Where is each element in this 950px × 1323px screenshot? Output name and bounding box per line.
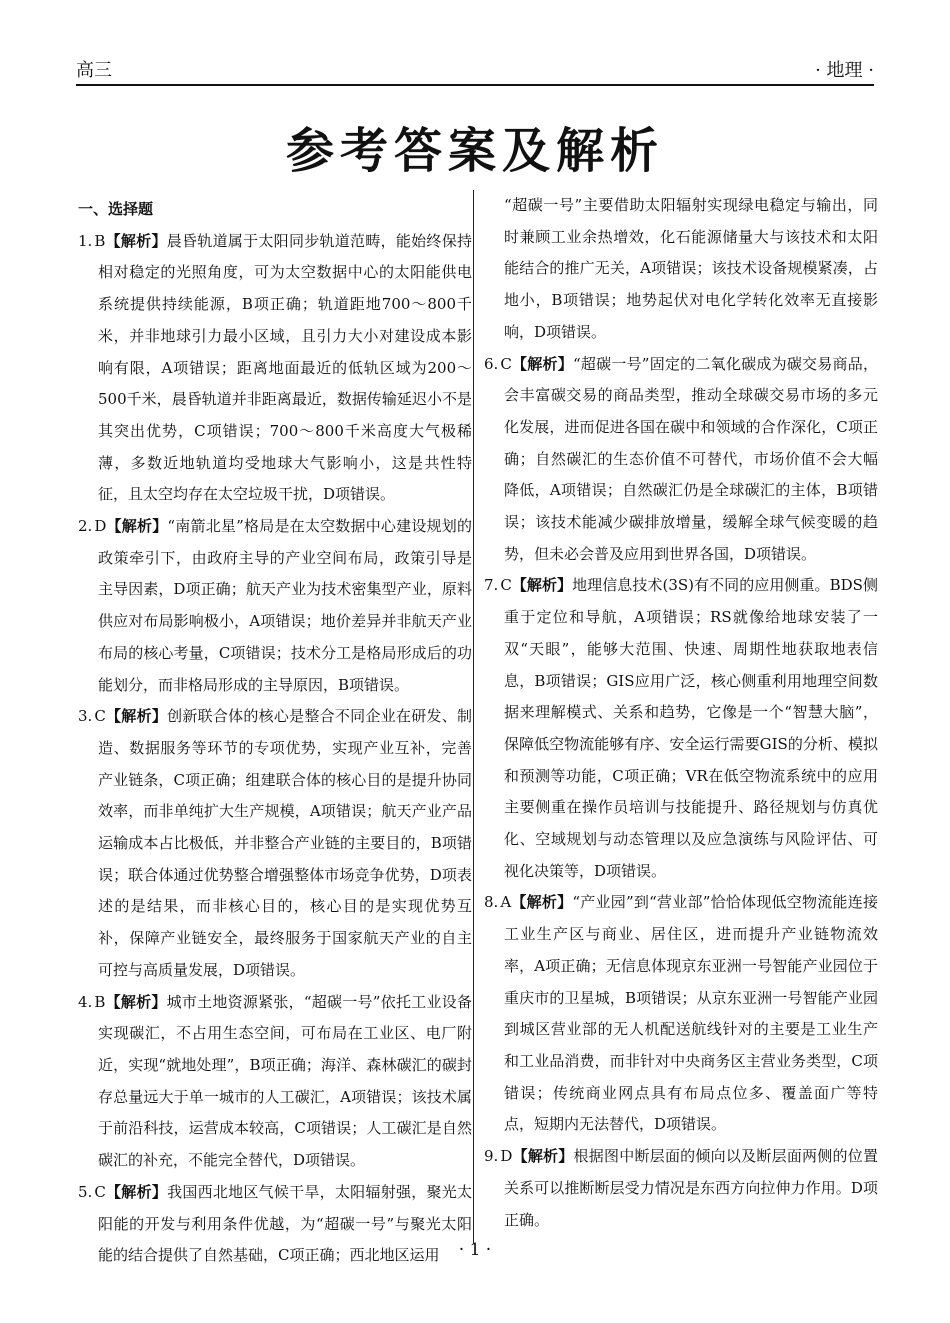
- analysis-tag: 【解析】: [511, 354, 573, 373]
- page-number: · 1 ·: [458, 1240, 492, 1260]
- item-text: “产业园”到“营业部”恰恰体现低空物流能连接工业生产区与商业、居住区，进而提升产业链物流效率，A项正确；无信息体现京东亚洲一号智能产业园位于重庆市的卫星城，B项错误；从京东亚洲一号智能产业园到城区营业部的无人机配送航线针对的主要是工业生产和工业品消费，而非针对中央商务区主营业务类型，C项错误；传统商业网点具有布局点位多、覆盖面广等特点，短期内无法替代，D项错误。: [504, 893, 878, 1134]
- item-number: 9.: [484, 1147, 499, 1166]
- answer-item-9: [484, 1141, 878, 1236]
- answer-item-3: [78, 701, 472, 986]
- item-text: 晨昏轨道属于太阳同步轨道范畴，能始终保持相对稳定的光照角度，可为太空数据中心的太阳能供电系统提供持续能源，B项正确；轨道距地700～800千米，并非地球引力最小区域，且引力大小对建设成本影响有限，A项错误；距离地面最近的低轨区域为200～500千米，晨昏轨道并非距离最近，数据传输延迟小不是其突出优势，C项错误；700～800千米高度大气极稀薄，多数近地轨道均受地球大气影响小，这是共性特征，且太空均存在太空垃圾干扰，D项错误。: [98, 231, 472, 504]
- analysis-tag: 【解析】: [511, 893, 573, 912]
- item-answer: C: [500, 576, 512, 595]
- item-number: 4.: [78, 992, 93, 1011]
- item-answer: B: [94, 231, 106, 250]
- item-answer: C: [500, 354, 512, 373]
- answer-item-7: [484, 570, 878, 887]
- item-text: 创新联合体的核心是整合不同企业在研发、制造、数据服务等环节的专项优势，实现产业互补，完善产业链条，C项正确；组建联合体的核心目的是提升协同效率，而非单纯扩大生产规模，A项错误；航天产业产品运输成本占比极低，并非整合产业链的主要目的，B项错误；联合体通过优势整合增强整体市场竞争优势，D项表述的是结果，而非核心目的，核心目的是实现优势互补，保障产业链安全，最终服务于国家航天产业的自主可控与高质量发展，D项错误。: [98, 707, 472, 979]
- analysis-tag: 【解析】: [105, 707, 168, 726]
- item-number: 1.: [78, 231, 93, 250]
- answer-item-4: [78, 987, 472, 1177]
- analysis-tag: 【解析】: [105, 1182, 168, 1201]
- item-answer: C: [94, 1182, 106, 1201]
- item-answer: D: [94, 517, 107, 536]
- analysis-tag: 【解析】: [511, 576, 573, 595]
- item-text: “超碳一号”固定的二氧化碳成为碳交易商品，会丰富碳交易的商品类型，推动全球碳交易市场的多元化发展，进而促进各国在碳中和领域的合作深化，C项正确；自然碳汇的生态价值不可替代，市场价值不会大幅降低，A项错误；自然碳汇仍是全球碳汇的主体，B项错误；该技术能减少碳排放增量，缓解全球气候变暖的趋势，但未必会普及应用到世界各国，D项错误。: [504, 354, 878, 563]
- item-answer: B: [94, 992, 106, 1011]
- item-number: 7.: [484, 576, 499, 595]
- analysis-tag: 【解析】: [106, 517, 168, 536]
- item-number: 5.: [78, 1182, 93, 1201]
- answer-item-8: [484, 887, 878, 1141]
- right-column: [484, 190, 878, 1236]
- left-column: [78, 194, 472, 1272]
- section-title: 一、选择题: [78, 200, 154, 218]
- analysis-tag: 【解析】: [512, 1147, 574, 1166]
- column-divider: [473, 190, 474, 1244]
- item-text: “南箭北星”格局是在太空数据中心建设规划的政策牵引下，由政府主导的产业空间布局，政策引导是主导因素，D项正确；航天产业为技术密集型产业，原料供应对布局影响极小，A项错误；地价差异并非航天产业布局的核心考量，C项错误；技术分工是格局形成后的功能划分，而非格局形成的主导原因，B项错误。: [98, 517, 472, 694]
- item-number: 2.: [78, 517, 93, 536]
- answer-item-2: [78, 511, 472, 701]
- item-number: 8.: [484, 893, 499, 912]
- item-text: 根据图中断层面的倾向以及断层面两侧的位置关系可以推断断层受力情况是东西方向拉伸力作用。D项正确。: [504, 1147, 878, 1229]
- item-number: 6.: [484, 354, 499, 373]
- page-title: 参考答案及解析: [285, 123, 664, 179]
- item-answer: D: [500, 1147, 513, 1166]
- item-number: 3.: [78, 707, 93, 726]
- item-text: 地理信息技术(3S)有不同的应用侧重。BDS侧重于定位和导航，A项错误；RS就像给地球安装了一双“天眼”，能够大范围、快速、周期性地获取地表信息，B项错误；GIS应用广泛，核心侧重利用地理空间数据来理解模式、关系和趋势，它像是一个“智慧大脑”，保障低空物流能够有序、安全运行需要GIS的分析、模拟和预测等功能，C项正确；VR在低空物流系统中的应用主要侧重在操作员培训与技能提升、路径规划与仿真优化、空域规划与动态管理以及应急演练与风险评估、可视化决策等，D项错误。: [504, 576, 878, 880]
- item-5-continuation: “超碳一号”主要借助太阳辐射实现绿电稳定与输出，同时兼顾工业余热增效，化石能源储量大与该技术和太阳能结合的推广无关，A项错误；该技术设备规模紧凑，占地小，B项错误；地势起伏对电化学转化效率无直接影响，D项错误。: [504, 196, 878, 341]
- item-text: 我国西北地区气候干旱，太阳辐射强，聚光太阳能的开发与利用条件优越，为“超碳一号”与聚光太阳能的结合提供了自然基础，C项正确；西北地区运用: [98, 1182, 472, 1265]
- item-answer: A: [500, 893, 512, 912]
- grade-label: 高三: [76, 60, 112, 81]
- answer-item-6: [484, 349, 878, 571]
- analysis-tag: 【解析】: [105, 231, 167, 250]
- item-text: 城市土地资源紧张，“超碳一号”依托工业设备实现碳汇，不占用生态空间，可布局在工业区、电厂附近，实现“就地处理”，B项正确；海洋、森林碳汇的碳封存总量远大于单一城市的人工碳汇，A项错误；该技术属于前沿科技，运营成本较高，C项错误；人工碳汇是自然碳汇的补充，不能完全替代，D项错误。: [98, 992, 472, 1170]
- analysis-tag: 【解析】: [105, 992, 167, 1011]
- page-header: [76, 52, 874, 86]
- subject-label: · 地理 ·: [815, 60, 874, 81]
- answer-item-1: [78, 226, 472, 511]
- item-answer: C: [94, 707, 106, 726]
